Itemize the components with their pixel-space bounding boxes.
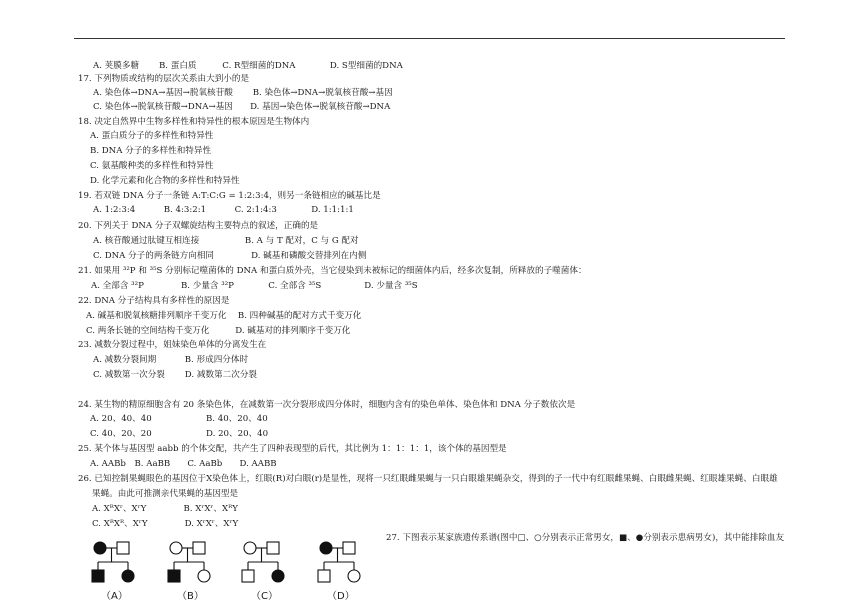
normal-male-icon (267, 542, 279, 554)
q18-option-a: A. 蛋白质分子的多样性和特异性 (90, 131, 214, 141)
q25-options: A. AABb B. AaBB C. AaBb D. AABB (90, 459, 277, 469)
pedigree-label-c: （C） (251, 591, 278, 602)
normal-male-icon (117, 542, 129, 554)
affected-female-icon (122, 570, 134, 582)
q19-options: A. 1:2:3:4 B. 4:3:2:1 C. 2:1:4:3 D. 1:1:1:1 (93, 205, 354, 215)
q20-options-cd: C. DNA 分子的两条链方向相同 D. 碱基和磷酸交替排列在内侧 (93, 251, 367, 261)
q18-option-c: C. 氨基酸种类的多样性和特异性 (90, 161, 214, 171)
pedigree-label-d: （D） (327, 591, 355, 602)
q27-stem: 27. 下图表示某家族遗传系谱(图中□、○分别表示正常男女，■、●分别表示患病男女)，其中能排除血友 (386, 533, 785, 543)
q24-stem: 24. 某生物的精原细胞含有 20 条染色体，在减数第一次分裂形成四分体时，细胞内含有的染色单体、染色体和 DNA 分子数依次是 (78, 400, 576, 410)
pedigree-a (92, 542, 134, 582)
q17-options-ab: A. 染色体→DNA→基因→脱氧核苷酸 B. 染色体→DNA→脱氧核苷酸→基因 (93, 88, 393, 98)
normal-male-icon (343, 542, 355, 554)
q22-options-ab: A. 碱基和脱氧核糖排列顺序千变万化 B. 四种碱基的配对方式千变万化 (86, 311, 362, 321)
affected-male-icon (168, 570, 180, 582)
q21-stem: 21. 如果用 ³²P 和 ³⁵S 分别标记噬菌体的 DNA 和蛋白质外壳，当它侵染到未被标记的细菌体内后，经多次复制，所释放的子噬菌体： (78, 266, 587, 276)
q18-option-b: B. DNA 分子的多样性和特异性 (90, 146, 212, 156)
q17-options-cd: C. 染色体→脱氧核苷酸→DNA→基因 D. 基因→染色体→脱氧核苷酸→DNA (93, 102, 391, 112)
normal-male-icon (193, 542, 205, 554)
affected-female-icon (94, 542, 106, 554)
normal-male-icon (318, 570, 330, 582)
normal-male-icon (242, 570, 254, 582)
q18-stem: 18. 决定自然界中生物多样性和特异性的根本原因是生物体内 (78, 117, 310, 127)
q25-stem: 25. 某个体与基因型 aabb 的个体交配，共产生了四种表现型的后代，其比例为 1：1：1：1，该个体的基因型是 (78, 444, 507, 454)
q26-options-ab: A. XᴿXʳ、XʳY B. XʳXʳ、XᴿY (92, 504, 238, 514)
header-rule (74, 38, 785, 39)
pedigree-b (168, 542, 210, 582)
q22-stem: 22. DNA 分子结构具有多样性的原因是 (78, 296, 230, 306)
pedigree-label-a: （A） (101, 591, 128, 602)
affected-female-icon (320, 542, 332, 554)
q20-stem: 20. 下列关于 DNA 分子双螺旋结构主要特点的叙述，正确的是 (78, 221, 319, 231)
q21-options: A. 全部含 ³²P B. 少量含 ³²P C. 全部含 ³⁵S D. 少量含 ³⁵S (91, 281, 418, 291)
normal-female-icon (244, 542, 256, 554)
affected-female-icon (272, 570, 284, 582)
q26-stem: 26. 已知控制果蝇眼色的基因位于X染色体上，红眼(R)对白眼(r)是显性，现将一只红眼雌果蝇与一只白眼雄果蝇杂交，得到的子一代中有红眼雌果蝇、白眼雌果蝇、红眼雄果蝇、白眼雄 (78, 474, 778, 484)
q19-stem: 19. 若双链 DNA 分子一条链 A:T:C:G = 1:2:3:4，则另一条链相应的碱基比是 (78, 191, 381, 201)
q23-options-ab: A. 减数分裂间期 B. 形成四分体时 (93, 355, 249, 365)
normal-female-icon (348, 570, 360, 582)
q20-options-ab: A. 核苷酸通过肽键互相连接 B. A 与 T 配对，C 与 G 配对 (93, 236, 359, 246)
q16-options: A. 荚膜多糖 B. 蛋白质 C. R型细菌的DNA D. S型细菌的DNA (93, 61, 403, 71)
q24-options-ab: A. 20、40、40 B. 40、20、40 (90, 414, 268, 424)
q17-stem: 17. 下列物质或结构的层次关系由大到小的是 (78, 74, 250, 84)
q23-stem: 23. 减数分裂过程中，姐妹染色单体的分离发生在 (78, 340, 267, 350)
q23-options-cd: C. 减数第一次分裂 D. 减数第二次分裂 (93, 370, 258, 380)
q18-option-d: D. 化学元素和化合物的多样性和特异性 (90, 176, 240, 186)
q22-options-cd: C. 两条长链的空间结构千变万化 D. 碱基对的排列顺序千变万化 (86, 326, 351, 336)
pedigree-d (318, 542, 360, 582)
affected-male-icon (92, 570, 104, 582)
pedigree-c (242, 542, 284, 582)
q27-pedigree-figure (80, 536, 380, 607)
normal-female-icon (198, 570, 210, 582)
q26-stem-continued: 果蝇。由此可推测亲代果蝇的基因型是 (92, 489, 239, 499)
normal-female-icon (170, 542, 182, 554)
pedigree-label-b: （B） (177, 591, 204, 602)
q26-options-cd: C. XᴿXᴿ、XʳY D. XʳXʳ、XʳY (92, 519, 239, 529)
q24-options-cd: C. 40、20、20 D. 20、20、40 (90, 429, 269, 439)
